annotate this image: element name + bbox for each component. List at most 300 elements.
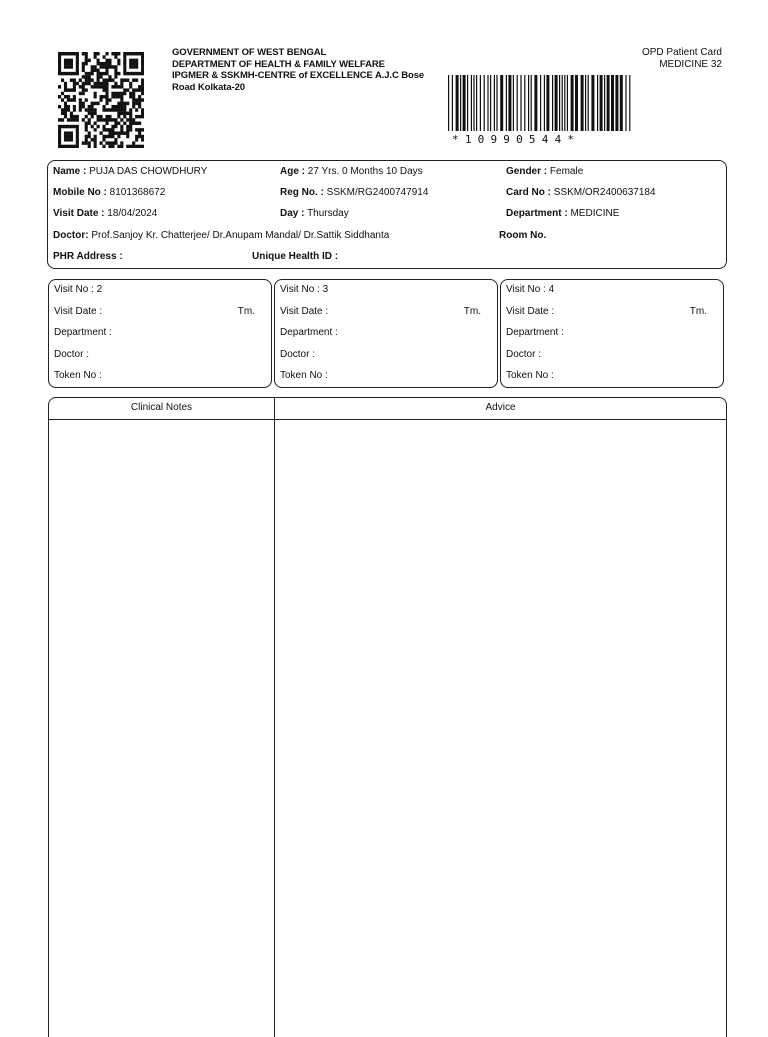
qr-module <box>129 52 132 55</box>
qr-module <box>111 135 114 138</box>
qr-module <box>76 65 79 68</box>
qr-module <box>135 72 138 75</box>
qr-module <box>76 118 79 121</box>
barcode-bar <box>448 75 449 131</box>
qr-module <box>100 98 103 101</box>
qr-module <box>94 135 97 138</box>
qr-module <box>73 88 76 91</box>
qr-module <box>123 65 126 68</box>
qr-module <box>61 125 64 128</box>
qr-module <box>108 62 111 65</box>
qr-module <box>123 112 126 115</box>
qr-module <box>108 65 111 68</box>
qr-module <box>91 108 94 111</box>
barcode-bar <box>585 75 586 131</box>
qr-module <box>126 128 129 131</box>
qr-module <box>64 59 67 62</box>
qr-module <box>94 122 97 125</box>
qr-module <box>76 62 79 65</box>
qr-module <box>70 138 73 141</box>
patient-mobile <box>53 187 165 199</box>
qr-module <box>114 65 117 68</box>
barcode-bar <box>581 75 584 131</box>
qr-module <box>111 95 114 98</box>
qr-module <box>135 122 138 125</box>
day-label: Day : <box>280 208 305 219</box>
barcode-bar <box>476 75 477 131</box>
qr-module <box>132 72 135 75</box>
qr-module <box>129 85 132 88</box>
qr-module <box>141 108 144 111</box>
qr-module <box>73 115 76 118</box>
barcode-bar <box>540 75 541 131</box>
qr-module <box>61 112 64 115</box>
card-type <box>642 47 722 71</box>
qr-module <box>82 118 85 121</box>
qr-module <box>120 145 123 148</box>
qr-module <box>117 108 120 111</box>
qr-module <box>94 52 97 55</box>
qr-module <box>73 95 76 98</box>
qr-module <box>76 115 79 118</box>
qr-module <box>91 72 94 75</box>
qr-module <box>102 72 105 75</box>
qr-module <box>141 92 144 95</box>
barcode-bar <box>544 75 545 131</box>
barcode-bar <box>508 75 511 131</box>
barcode-bar <box>460 75 461 131</box>
qr-module <box>138 52 141 55</box>
qr-module <box>94 69 97 72</box>
qr-module <box>82 102 85 105</box>
qr-module <box>94 65 97 68</box>
barcode-bar <box>604 75 605 131</box>
qr-module <box>64 85 67 88</box>
qr-module <box>67 108 70 111</box>
qr-module <box>76 59 79 62</box>
qr-module <box>73 145 76 148</box>
qr-module <box>126 88 129 91</box>
qr-module <box>85 128 88 131</box>
qr-module <box>82 92 85 95</box>
barcode-bar <box>615 75 618 131</box>
qr-module <box>70 78 73 81</box>
mobile-label: Mobile No : <box>53 187 107 198</box>
barcode-bar <box>456 75 459 131</box>
qr-module <box>85 138 88 141</box>
qr-module <box>88 145 91 148</box>
qr-module <box>100 95 103 98</box>
qr-module <box>120 125 123 128</box>
qr-module <box>123 122 126 125</box>
qr-module <box>94 55 97 58</box>
qr-module <box>138 122 141 125</box>
qr-module <box>138 88 141 91</box>
qr-module <box>111 65 114 68</box>
patient-card-no <box>506 187 656 199</box>
patient-day <box>280 208 349 220</box>
qr-module <box>138 72 141 75</box>
card-value: SSKM/OR2400637184 <box>553 187 656 198</box>
qr-module <box>120 82 123 85</box>
qr-module <box>138 131 141 134</box>
header-line-3: IPGMER & SSKMH-CENTRE of EXCELLENCE A.J.C Bose <box>172 70 425 81</box>
qr-module <box>132 52 135 55</box>
qr-module <box>73 85 76 88</box>
barcode-bar <box>452 75 453 131</box>
qr-module <box>123 55 126 58</box>
patient-doctor <box>53 230 389 242</box>
qr-module <box>97 75 100 78</box>
patient-phr <box>53 251 123 263</box>
qr-module <box>85 78 88 81</box>
qr-module <box>58 52 61 55</box>
qr-module <box>102 82 105 85</box>
visit-date: Visit Date : <box>54 306 103 317</box>
qr-module <box>64 82 67 85</box>
patient-uhid <box>252 251 338 263</box>
qr-module <box>85 125 88 128</box>
qr-module <box>67 95 70 98</box>
qr-module <box>102 145 105 148</box>
barcode-bar <box>607 75 610 131</box>
barcode-bar <box>567 75 568 131</box>
qr-module <box>70 72 73 75</box>
reg-label: Reg No. : <box>280 187 324 198</box>
qr-module <box>67 125 70 128</box>
qr-module <box>123 102 126 105</box>
qr-module <box>79 108 82 111</box>
qr-module <box>114 52 117 55</box>
qr-module <box>105 88 108 91</box>
qr-module <box>123 108 126 111</box>
qr-module <box>94 128 97 131</box>
qr-module <box>67 135 70 138</box>
qr-module <box>70 88 73 91</box>
qr-module <box>97 69 100 72</box>
visit-date: Visit Date : <box>506 306 555 317</box>
qr-module <box>67 118 70 121</box>
qr-module <box>64 65 67 68</box>
qr-module <box>120 95 123 98</box>
qr-module <box>132 122 135 125</box>
qr-module <box>114 55 117 58</box>
qr-module <box>64 125 67 128</box>
qr-module <box>105 72 108 75</box>
barcode-bar <box>588 75 589 131</box>
barcode-bar <box>611 75 614 131</box>
qr-module <box>123 59 126 62</box>
qr-module <box>114 138 117 141</box>
visit-doctor: Doctor : <box>506 349 542 360</box>
qr-module <box>91 105 94 108</box>
qr-module <box>111 125 114 128</box>
barcode-bar <box>500 75 503 131</box>
qr-module <box>132 88 135 91</box>
qr-module <box>114 131 117 134</box>
qr-module <box>126 145 129 148</box>
qr-module <box>108 118 111 121</box>
qr-module <box>141 52 144 55</box>
qr-module <box>58 62 61 65</box>
qr-module <box>58 65 61 68</box>
qr-module <box>58 125 61 128</box>
qr-module <box>129 82 132 85</box>
qr-module <box>120 85 123 88</box>
qr-module <box>97 118 100 121</box>
barcode-bar <box>524 75 525 131</box>
qr-module <box>73 72 76 75</box>
qr-module <box>58 135 61 138</box>
qr-module <box>120 118 123 121</box>
qr-module <box>129 95 132 98</box>
qr-module <box>105 78 108 81</box>
qr-module <box>61 92 64 95</box>
qr-module <box>117 102 120 105</box>
advice-header: Advice <box>485 402 516 413</box>
qr-module <box>88 78 91 81</box>
qr-module <box>138 102 141 105</box>
visit-department: Department : <box>54 327 112 338</box>
qr-module <box>91 138 94 141</box>
visit-no: Visit No : 4 <box>506 284 555 295</box>
gender-value: Female <box>549 166 584 177</box>
qr-module <box>82 105 85 108</box>
qr-module <box>129 72 132 75</box>
qr-module <box>73 125 76 128</box>
qr-module <box>94 92 97 95</box>
qr-module <box>70 115 73 118</box>
qr-module <box>76 125 79 128</box>
qr-module <box>111 131 114 134</box>
qr-module <box>85 59 88 62</box>
qr-module <box>105 128 108 131</box>
doctor-value: Prof.Sanjoy Kr. Chatterjee/ Dr.Anupam Mandal/ Dr.Sattik Siddhanta <box>91 230 390 241</box>
qr-module <box>132 62 135 65</box>
qr-module <box>120 102 123 105</box>
barcode-bar <box>513 75 514 131</box>
qr-module <box>132 105 135 108</box>
visit-date: Visit Date : <box>280 306 329 317</box>
qr-module <box>97 125 100 128</box>
qr-module <box>102 65 105 68</box>
barcode-bar <box>506 75 507 131</box>
header-line-4: Road Kolkata-20 <box>172 81 245 93</box>
visit-box-3 <box>274 279 498 388</box>
qr-module <box>129 59 132 62</box>
qr-module <box>88 135 91 138</box>
qr-module <box>111 78 114 81</box>
qr-module <box>100 118 103 121</box>
qr-module <box>138 135 141 138</box>
qr-module <box>64 72 67 75</box>
qr-module <box>58 118 61 121</box>
qr-module <box>117 135 120 138</box>
qr-module <box>108 108 111 111</box>
qr-module <box>102 88 105 91</box>
qr-module <box>82 85 85 88</box>
barcode-bar <box>591 75 594 131</box>
qr-module <box>132 141 135 144</box>
qr-module <box>61 145 64 148</box>
qr-module <box>120 108 123 111</box>
reg-value: SSKM/RG2400747914 <box>326 187 429 198</box>
qr-module <box>132 102 135 105</box>
qr-module <box>129 108 132 111</box>
qr-module <box>58 138 61 141</box>
qr-module <box>102 138 105 141</box>
patient-reg-no <box>280 187 428 199</box>
barcode-bar <box>600 75 603 131</box>
qr-module <box>114 69 117 72</box>
barcode-bar <box>517 75 518 131</box>
qr-module <box>117 105 120 108</box>
qr-module <box>102 125 105 128</box>
qr-module <box>114 95 117 98</box>
qr-module <box>79 85 82 88</box>
age-value: 27 Yrs. 0 Months 10 Days <box>307 166 423 177</box>
qr-module <box>135 135 138 138</box>
notes-table <box>48 397 727 1037</box>
qr-module <box>88 131 91 134</box>
clinical-notes-area[interactable] <box>49 420 274 1037</box>
visit-time: Tm. <box>237 306 255 317</box>
patient-age <box>280 166 423 178</box>
barcode-bar <box>480 75 481 131</box>
qr-module <box>123 78 126 81</box>
qr-module <box>61 78 64 81</box>
qr-module <box>141 72 144 75</box>
visit-token: Token No : <box>506 370 554 381</box>
qr-module <box>82 65 85 68</box>
qr-module <box>132 145 135 148</box>
qr-module <box>117 115 120 118</box>
qr-module <box>76 135 79 138</box>
qr-module <box>114 122 117 125</box>
qr-module <box>100 65 103 68</box>
qr-module <box>114 75 117 78</box>
qr-module <box>111 118 114 121</box>
qr-module <box>102 118 105 121</box>
qr-module <box>88 122 91 125</box>
barcode-bar <box>559 75 560 131</box>
barcode-bar <box>463 75 466 131</box>
qr-module <box>85 52 88 55</box>
patient-name <box>53 166 207 178</box>
qr-module <box>135 88 138 91</box>
qr-module <box>70 62 73 65</box>
barcode-bar <box>496 75 497 131</box>
name-value: PUJA DAS CHOWDHURY <box>89 166 208 177</box>
visit-department: Department : <box>506 327 564 338</box>
qr-module <box>58 55 61 58</box>
barcode-bar <box>597 75 598 131</box>
qr-module <box>135 65 138 68</box>
qr-module <box>108 98 111 101</box>
qr-module <box>61 118 64 121</box>
qr-module <box>58 72 61 75</box>
qr-module <box>129 128 132 131</box>
barcode-bar <box>552 75 553 131</box>
qr-module <box>111 85 114 88</box>
qr-module <box>129 122 132 125</box>
qr-module <box>64 52 67 55</box>
barcode-bar <box>555 75 558 131</box>
qr-module <box>117 62 120 65</box>
qr-module <box>64 115 67 118</box>
barcode-bar <box>520 75 521 131</box>
qr-module <box>58 59 61 62</box>
qr-module <box>111 145 114 148</box>
qr-module <box>64 135 67 138</box>
qr-module <box>100 141 103 144</box>
dept-value: MEDICINE <box>570 208 620 219</box>
qr-module <box>85 98 88 101</box>
qr-module <box>100 115 103 118</box>
qr-module <box>58 145 61 148</box>
barcode-bar <box>562 75 563 131</box>
qr-module <box>123 72 126 75</box>
qr-module <box>82 88 85 91</box>
qr-module <box>91 85 94 88</box>
qr-module <box>135 138 138 141</box>
qr-module <box>120 128 123 131</box>
qr-module <box>117 145 120 148</box>
qr-module <box>73 108 76 111</box>
qr-module <box>123 62 126 65</box>
qr-module <box>105 122 108 125</box>
qr-module <box>102 128 105 131</box>
qr-module <box>105 69 108 72</box>
qr-module <box>67 62 70 65</box>
qr-module <box>108 75 111 78</box>
qr-module <box>120 131 123 134</box>
qr-module <box>76 131 79 134</box>
qr-module <box>117 92 120 95</box>
qr-module <box>141 88 144 91</box>
qr-module <box>94 82 97 85</box>
qr-module <box>102 55 105 58</box>
qr-module <box>79 92 82 95</box>
qr-module <box>102 62 105 65</box>
qr-module <box>114 85 117 88</box>
visit-time: Tm. <box>463 306 481 317</box>
qr-module <box>117 52 120 55</box>
qr-module <box>85 75 88 78</box>
qr-module <box>138 85 141 88</box>
qr-module <box>117 85 120 88</box>
qr-module <box>73 78 76 81</box>
qr-module <box>120 141 123 144</box>
qr-module <box>117 122 120 125</box>
qr-module <box>117 95 120 98</box>
qr-module <box>88 118 91 121</box>
qr-module <box>129 125 132 128</box>
qr-module <box>67 88 70 91</box>
qr-module <box>114 141 117 144</box>
qr-module <box>123 115 126 118</box>
qr-module <box>85 82 88 85</box>
dept-label: Department : <box>506 208 568 219</box>
qr-module <box>91 65 94 68</box>
qr-module <box>97 85 100 88</box>
qr-module <box>108 78 111 81</box>
barcode-bar <box>487 75 488 131</box>
advice-area[interactable] <box>275 420 726 1037</box>
qr-module <box>108 145 111 148</box>
qr-module <box>88 72 91 75</box>
qr-module <box>64 138 67 141</box>
